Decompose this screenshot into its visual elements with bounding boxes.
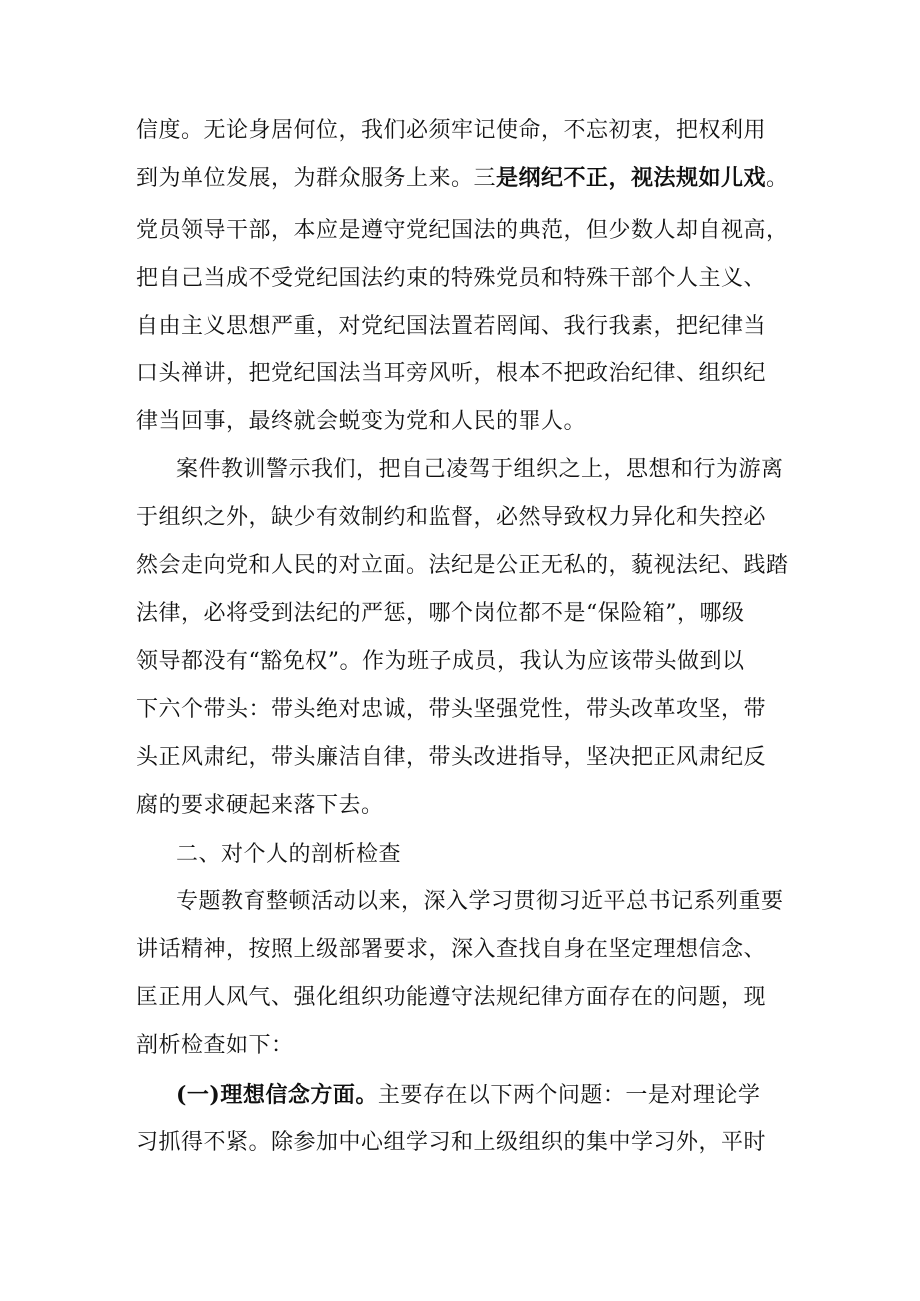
paragraph-line: 口头禅讲，把党纪国法当耳旁风听，根本不把政治纪律、组织纪 xyxy=(136,361,767,386)
paragraph-line: 讲话精神，按照上级部署要求，深入查找自身在坚定理想信念、 xyxy=(136,937,767,962)
paragraph-line: 把自己当成不受党纪国法约束的特殊党员和特殊干部个人主义、 xyxy=(136,266,767,291)
paragraph-line: 下六个带头：带头绝对忠诚，带头坚强党性，带头改革攻坚，带 xyxy=(136,697,767,722)
paragraph-line: 到为单位发展，为群众服务上来。三是纲纪不正，视法规如儿戏。 xyxy=(136,165,789,191)
bold-phrase: 是纲纪不正，视法规如儿戏 xyxy=(496,165,767,191)
paragraph-line: 案件教训警示我们，把自己凌驾于组织之上，思想和行为游离 xyxy=(176,457,784,482)
paragraph-line: 习抓得不紧。除参加中心组学习和上级组织的集中学习外，平时 xyxy=(136,1130,767,1155)
paragraph-line: 头正风肃纪，带头廉洁自律，带头改进指导，坚决把正风肃纪反 xyxy=(136,745,767,770)
paragraph-line: 党员领导干部，本应是遵守党纪国法的典范，但少数人却自视高， xyxy=(136,218,789,243)
paragraph-line: 律当回事，最终就会蜕变为党和人民的罪人。 xyxy=(136,409,587,434)
paragraph-line: (一)理想信念方面。主要存在以下两个问题：一是对理论学 xyxy=(176,1082,761,1108)
paragraph-line: 自由主义思想严重，对党纪国法置若罔闻、我行我素，把纪律当 xyxy=(136,314,767,339)
paragraph-line: 于组织之外，缺少有效制约和监督，必然导致权力异化和失控必 xyxy=(136,505,767,530)
paragraph-line: 然会走向党和人民的对立面。法纪是公正无私的，藐视法纪、践踏 xyxy=(136,553,789,578)
paragraph-line: 领导都没有“豁免权”。作为班子成员，我认为应该带头做到以 xyxy=(136,649,745,674)
paragraph-line: 专题教育整顿活动以来，深入学习贯彻习近平总书记系列重要 xyxy=(176,889,784,914)
section-heading: 二、对个人的剖析检查 xyxy=(176,842,402,867)
bold-subheading: (一)理想信念方面。 xyxy=(176,1082,378,1108)
paragraph-line: 法律，必将受到法纪的严惩，哪个岗位都不是“保险箱”，哪级 xyxy=(136,601,745,626)
paragraph-line: 信度。无论身居何位，我们必须牢记使命，不忘初衷，把权利用 xyxy=(136,118,767,143)
paragraph-line: 匡正用人风气、强化组织功能遵守法规纪律方面存在的问题，现 xyxy=(136,985,767,1010)
paragraph-line: 剖析检查如下： xyxy=(136,1033,294,1058)
paragraph-line: 腐的要求硬起来落下去。 xyxy=(136,793,384,818)
